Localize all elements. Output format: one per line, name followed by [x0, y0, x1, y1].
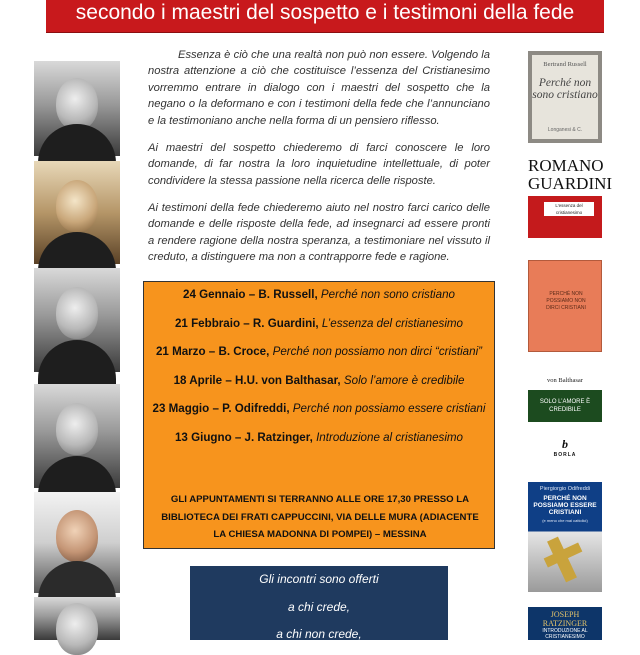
book-cover-russell	[528, 51, 602, 143]
book-author-last: GUARDINI	[528, 174, 613, 193]
event-date-author: 21 Marzo – B. Croce,	[155, 345, 270, 358]
intro-paragraph-3: Ai testimoni della fede chiederemo aiuto nel nostro farci carico delle domande e delle risposte della fede, ad insegnarci ad essere pronti a rendere ragione della nostra speranza, a testimoniare nel vissuto il creduto, a distinguere ma non a contrapporre fede e ragione.	[148, 202, 490, 264]
book-author: Bertrand Russell	[543, 61, 587, 68]
event-date-author: 23 Maggio – P. Odifreddi,	[152, 402, 290, 415]
intro-paragraph-1: Essenza è ciò che una realtà non può non essere. Volgendo la nostra attenzione a ciò che costituisce l’essenza del Cristianesimo vorremmo entrare in dialogo con i maestri del sospetto che la negano o la deformano e con i testimoni della fede che l’annunciano e la testimoniano anche nella forma di un pensiero riflesso.	[148, 49, 490, 127]
book-white-panel	[544, 202, 594, 216]
book-title: PERCHÉ NON POSSIAMO NON DIRCI CRISTIANI	[546, 291, 586, 311]
event-date-author: 21 Febbraio – R. Guardini,	[174, 317, 319, 330]
book-title: PERCHÉ NON POSSIAMO ESSERE CRISTIANI	[533, 495, 597, 516]
book-title: Perché non sono cristiano	[532, 77, 598, 101]
event-title: Solo l’amore è credibile	[343, 374, 465, 387]
page-banner	[46, 0, 604, 33]
event-row	[144, 288, 494, 301]
closing-box	[190, 566, 448, 640]
portrait-balthasar	[34, 384, 120, 488]
book-logo: b	[562, 437, 568, 451]
venue-notice: GLI APPUNTAMENTI SI TERRANNO ALLE ORE 17,30 PRESSO LA BIBLIOTECA DEI FRATI CAPPUCCINI, VIA DELLE MURA (ADIACENTE LA CHIESA MADONNA DI POMPEI) – MESSINA	[161, 494, 479, 540]
closing-line-1: Gli incontri sono offerti	[259, 572, 379, 586]
event-title: Perché non possiamo non dirci “cristiani”	[272, 345, 483, 358]
event-date-author: 18 Aprile – H.U. von Balthasar,	[173, 374, 341, 387]
portrait-guardini	[34, 161, 120, 264]
book-author: von Balthasar	[547, 377, 583, 384]
event-title: Perché non sono cristiano	[320, 288, 455, 301]
event-row	[144, 317, 494, 330]
portrait-odifreddi	[34, 492, 120, 593]
book-cover-odifreddi	[528, 482, 602, 592]
event-row	[144, 374, 494, 387]
intro-paragraph-2: Ai maestri del sospetto chiederemo di farci conoscere le loro domande, di far nostra la loro inquietudine intellettuale, di poter condividere la stessa passione nella ricerca delle risposte.	[148, 142, 490, 187]
banner-title: secondo i maestri del sospetto e i testimoni della fede	[75, 1, 575, 24]
book-publisher: BORLA	[553, 452, 577, 458]
event-date-author: 13 Giugno – J. Ratzinger,	[174, 431, 313, 444]
closing-line-3: a chi non crede,	[276, 627, 362, 641]
portrait-ratzinger	[34, 597, 120, 640]
book-subtitle: (e meno che mai cattolici)	[542, 518, 588, 523]
book-cover-guardini	[528, 156, 613, 238]
book-cover-croce	[528, 260, 602, 352]
event-title: Perché non possiamo essere cristiani	[292, 402, 486, 415]
book-author: JOSEPH RATZINGER	[542, 610, 588, 628]
event-title: L’essenza del cristianesimo	[321, 317, 464, 330]
book-publisher: Longanesi & C.	[547, 127, 583, 133]
book-red-band	[528, 196, 602, 238]
book-title: SOLO L’AMORE È CREDIBILE	[539, 399, 591, 413]
event-date-author: 24 Gennaio – B. Russell,	[183, 288, 318, 301]
event-row	[144, 345, 494, 358]
book-title: L’essenza del cristianesimo	[555, 203, 583, 215]
closing-line-2: a chi crede,	[287, 600, 351, 614]
event-row	[144, 402, 494, 415]
portrait-croce	[34, 268, 120, 372]
book-title: INTRODUZIONE AL CRISTIANESIMO	[542, 628, 588, 640]
event-row	[144, 431, 494, 444]
event-title: Introduzione al cristianesimo	[316, 431, 464, 444]
portrait-russell	[34, 61, 120, 156]
book-author-first: ROMANO	[528, 156, 604, 175]
book-author: Piergiorgio Odifreddi	[539, 486, 591, 492]
book-cover-ratzinger	[528, 607, 602, 640]
book-cover-balthasar	[528, 390, 602, 422]
schedule-box	[143, 281, 495, 549]
